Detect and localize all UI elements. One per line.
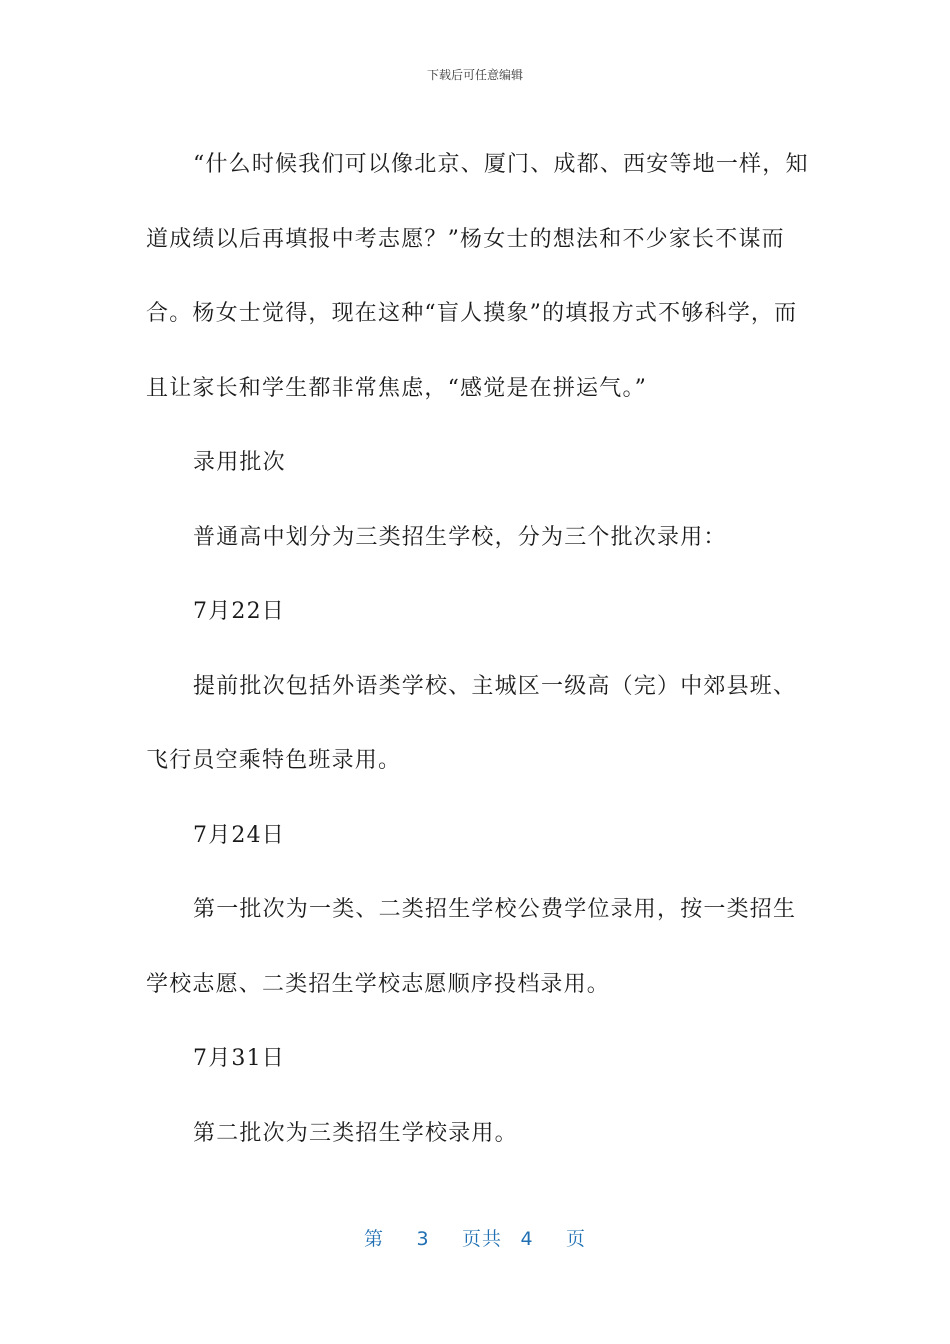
footer-suffix: 页 <box>566 1228 587 1250</box>
footer-middle: 页共 <box>461 1228 502 1250</box>
page-number-footer <box>0 1224 950 1251</box>
paragraph: 第一批次为一类、二类招生学校公费学位录用，按一类招生学校志愿、二类招生学校志愿顺序投档录用。 <box>146 897 797 997</box>
date-line: 7月31日 <box>193 1046 285 1071</box>
document-body <box>146 128 816 1171</box>
section-heading: 录用批次 <box>193 450 286 475</box>
date-line: 7月22日 <box>193 599 285 624</box>
paragraph: 第二批次为三类招生学校录用。 <box>193 1120 518 1146</box>
paragraph: “什么时候我们可以像北京、厦门、成都、西安等地一样，知道成绩以后再填报中考志愿？”杨女士的想法和不少家长不谋而合。杨女士觉得，现在这种“盲人摸象”的填报方式不够科学，而且让家长和学生都非常焦虑，“感觉是在拼运气。” <box>146 152 809 401</box>
total-pages-number: 4 <box>520 1228 534 1250</box>
paragraph: 提前批次包括外语类学校、主城区一级高（完）中郊县班、飞行员空乘特色班录用。 <box>146 673 797 773</box>
date-line: 7月24日 <box>193 822 285 848</box>
page-header-note: 下载后可任意编辑 <box>426 68 523 82</box>
paragraph: 普通高中划分为三类招生学校，分为三个批次录用： <box>193 524 727 550</box>
current-page-number: 3 <box>416 1228 430 1250</box>
footer-prefix: 第 <box>363 1228 384 1250</box>
